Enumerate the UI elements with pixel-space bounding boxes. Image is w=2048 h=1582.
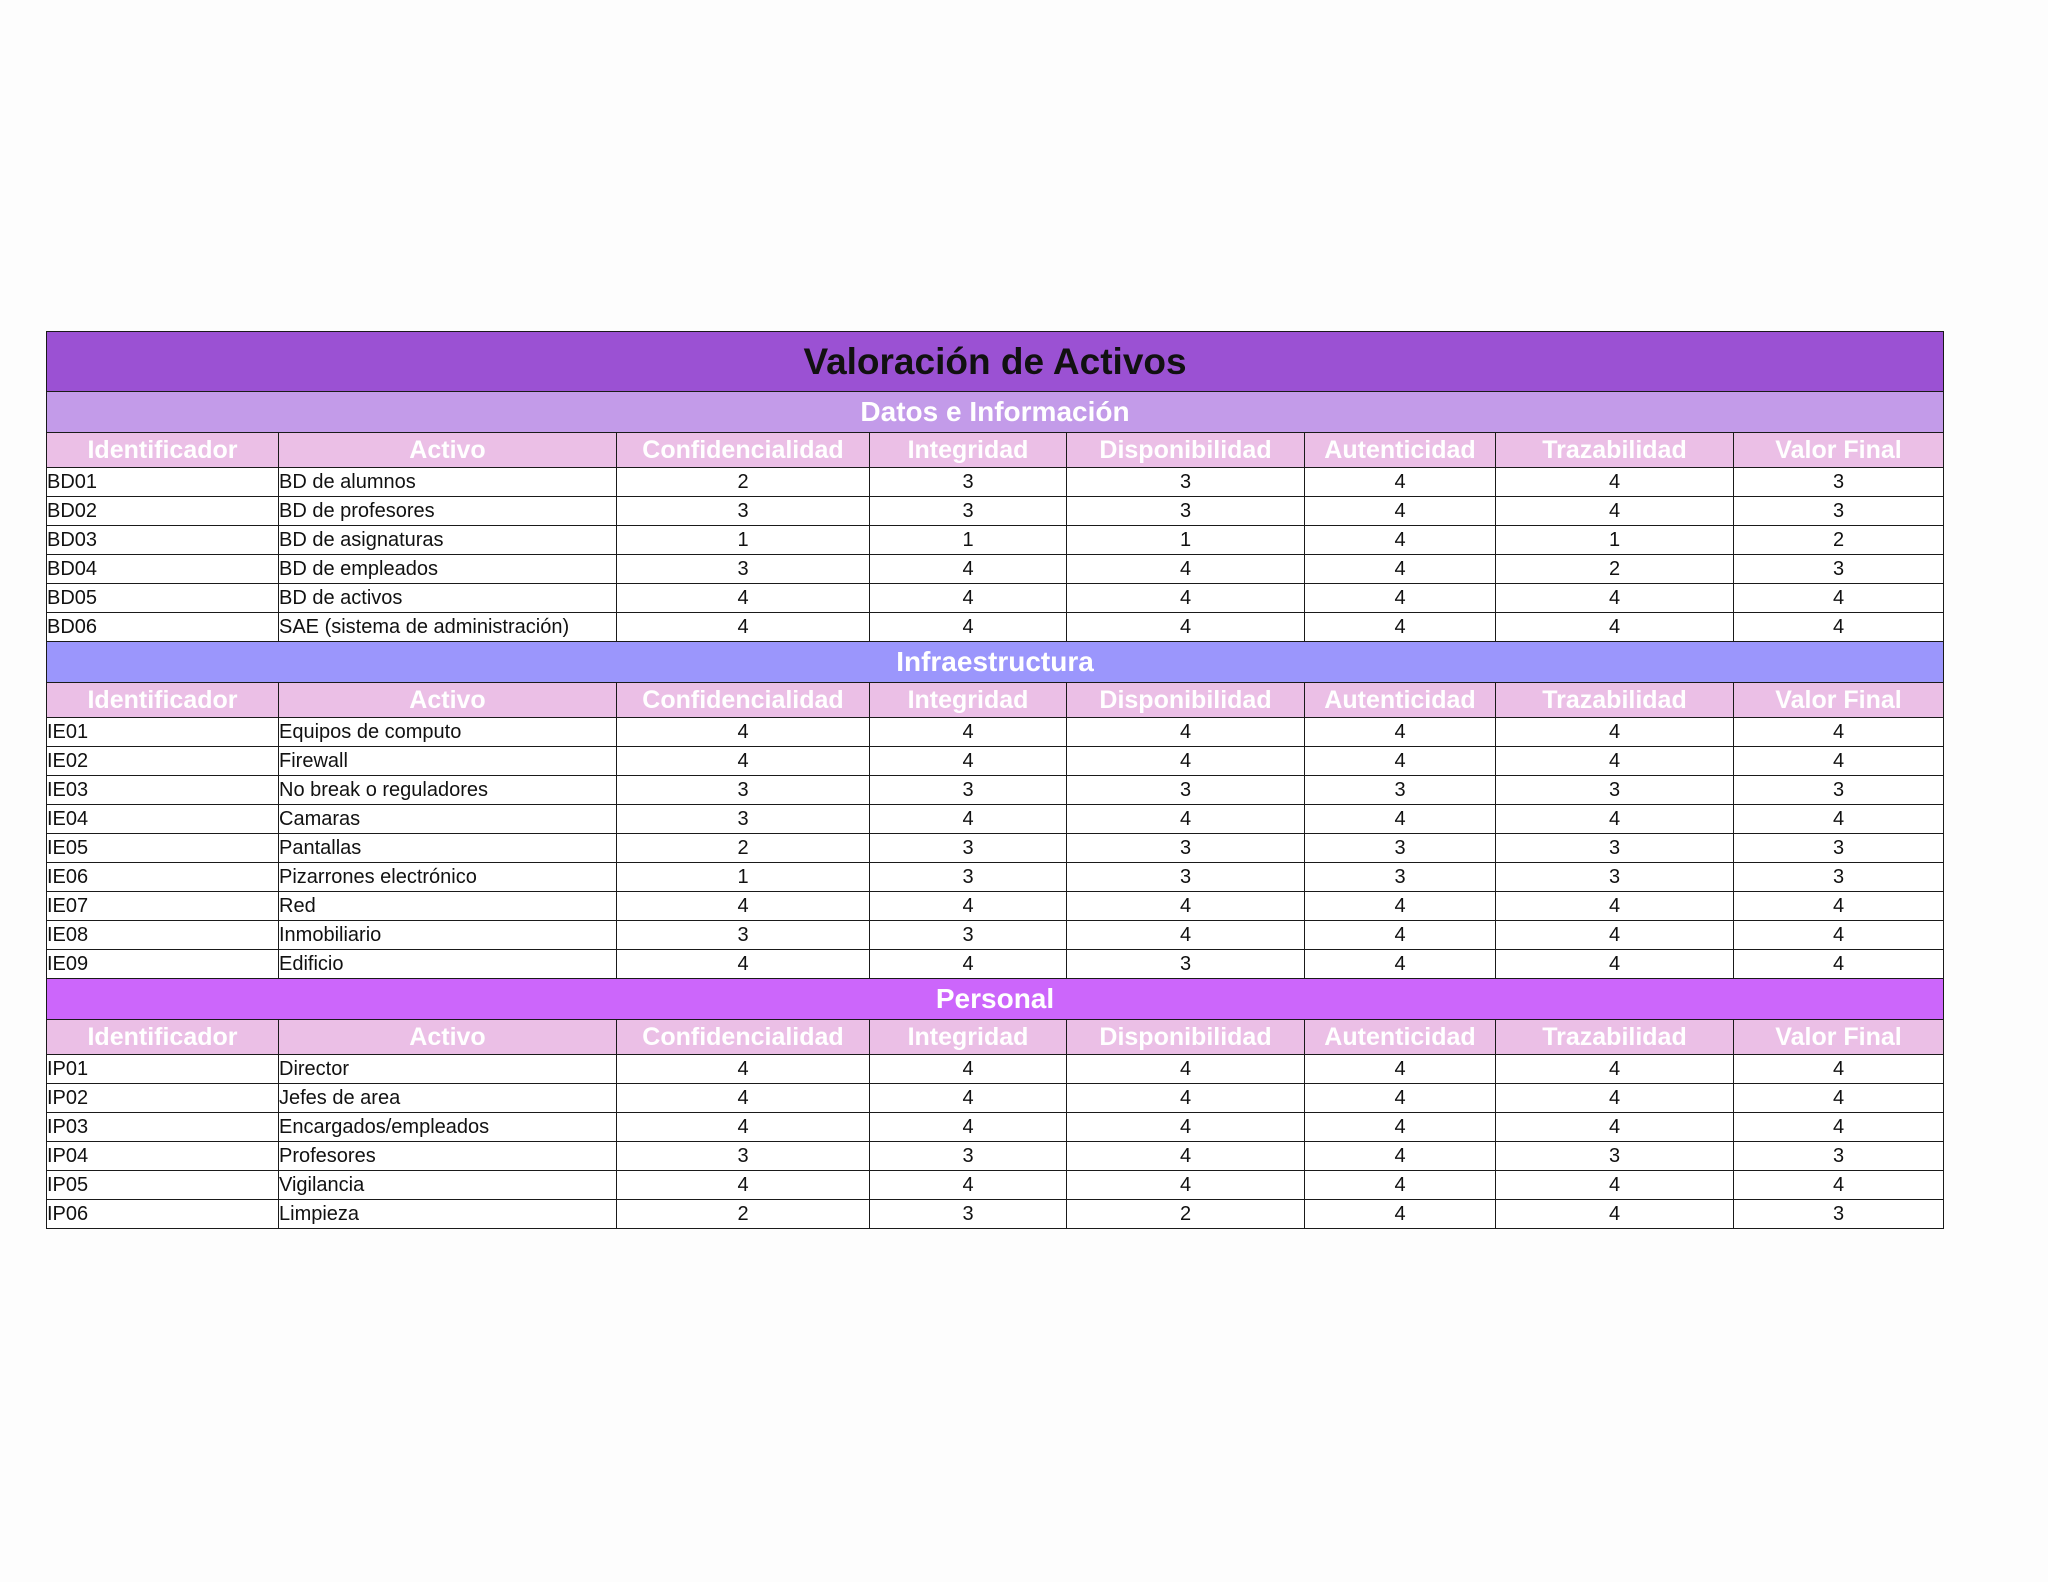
- score-cell: 4: [1496, 1084, 1734, 1113]
- column-header: Confidencialidad: [617, 683, 870, 718]
- score-cell: 4: [1067, 1142, 1305, 1171]
- score-cell: 4: [870, 747, 1067, 776]
- score-cell: 3: [870, 468, 1067, 497]
- table-row: [47, 613, 1944, 642]
- score-cell: 4: [617, 950, 870, 979]
- asset-id-cell: IE05: [47, 834, 279, 863]
- asset-id-cell: BD01: [47, 468, 279, 497]
- score-cell: 4: [1067, 555, 1305, 584]
- score-cell: 4: [1067, 1084, 1305, 1113]
- score-cell: 4: [617, 892, 870, 921]
- score-cell: 2: [617, 1200, 870, 1229]
- score-cell: 3: [1734, 834, 1944, 863]
- score-cell: 4: [1734, 805, 1944, 834]
- asset-name-cell: BD de empleados: [279, 555, 617, 584]
- section-title: Infraestructura: [47, 642, 1944, 683]
- score-cell: 1: [617, 863, 870, 892]
- score-cell: 4: [1305, 1084, 1496, 1113]
- table-row: [47, 526, 1944, 555]
- score-cell: 1: [1067, 526, 1305, 555]
- score-cell: 4: [617, 1084, 870, 1113]
- asset-name-cell: Director: [279, 1055, 617, 1084]
- asset-name-cell: Vigilancia: [279, 1171, 617, 1200]
- table-row: [47, 834, 1944, 863]
- table-row: [47, 584, 1944, 613]
- score-cell: 3: [870, 1200, 1067, 1229]
- table-row: [47, 1200, 1944, 1229]
- table-row: [47, 805, 1944, 834]
- column-header: Autenticidad: [1305, 1020, 1496, 1055]
- score-cell: 4: [870, 718, 1067, 747]
- table-row: [47, 718, 1944, 747]
- score-cell: 4: [1067, 892, 1305, 921]
- score-cell: 3: [1734, 1142, 1944, 1171]
- table-row: [47, 1113, 1944, 1142]
- score-cell: 4: [617, 1171, 870, 1200]
- asset-name-cell: Equipos de computo: [279, 718, 617, 747]
- column-header: Trazabilidad: [1496, 1020, 1734, 1055]
- score-cell: 4: [1067, 584, 1305, 613]
- asset-id-cell: IP02: [47, 1084, 279, 1113]
- table-row: [47, 950, 1944, 979]
- table-row: [47, 555, 1944, 584]
- score-cell: 4: [1734, 718, 1944, 747]
- asset-id-cell: BD02: [47, 497, 279, 526]
- asset-id-cell: IE08: [47, 921, 279, 950]
- score-cell: 4: [617, 613, 870, 642]
- asset-name-cell: Profesores: [279, 1142, 617, 1171]
- score-cell: 3: [617, 805, 870, 834]
- score-cell: 4: [1496, 584, 1734, 613]
- score-cell: 3: [1067, 776, 1305, 805]
- score-cell: 3: [1067, 950, 1305, 979]
- score-cell: 4: [1734, 1171, 1944, 1200]
- score-cell: 4: [1496, 805, 1734, 834]
- score-cell: 3: [870, 497, 1067, 526]
- score-cell: 4: [1734, 613, 1944, 642]
- score-cell: 4: [1067, 1055, 1305, 1084]
- score-cell: 4: [870, 555, 1067, 584]
- column-header: Autenticidad: [1305, 683, 1496, 718]
- asset-name-cell: Encargados/empleados: [279, 1113, 617, 1142]
- asset-id-cell: IE07: [47, 892, 279, 921]
- score-cell: 4: [1305, 497, 1496, 526]
- column-header: Autenticidad: [1305, 433, 1496, 468]
- score-cell: 4: [1305, 468, 1496, 497]
- score-cell: 4: [1305, 584, 1496, 613]
- score-cell: 4: [1734, 1113, 1944, 1142]
- asset-name-cell: SAE (sistema de administración): [279, 613, 617, 642]
- section-row: [47, 642, 1944, 683]
- score-cell: 4: [1496, 747, 1734, 776]
- asset-valuation-table: [46, 331, 1944, 1229]
- score-cell: 4: [1067, 1113, 1305, 1142]
- score-cell: 4: [1496, 950, 1734, 979]
- table-row: [47, 1142, 1944, 1171]
- score-cell: 3: [870, 776, 1067, 805]
- column-header: Disponibilidad: [1067, 1020, 1305, 1055]
- score-cell: 4: [870, 1171, 1067, 1200]
- score-cell: 4: [1734, 584, 1944, 613]
- score-cell: 3: [617, 1142, 870, 1171]
- score-cell: 4: [1305, 1142, 1496, 1171]
- score-cell: 4: [870, 613, 1067, 642]
- score-cell: 4: [1734, 921, 1944, 950]
- score-cell: 4: [870, 1084, 1067, 1113]
- table-row: [47, 1055, 1944, 1084]
- table-row: [47, 468, 1944, 497]
- score-cell: 3: [1496, 834, 1734, 863]
- section-row: [47, 392, 1944, 433]
- score-cell: 3: [1734, 555, 1944, 584]
- score-cell: 3: [1067, 468, 1305, 497]
- score-cell: 3: [617, 555, 870, 584]
- score-cell: 4: [1496, 1113, 1734, 1142]
- score-cell: 4: [870, 892, 1067, 921]
- column-header: Valor Final: [1734, 1020, 1944, 1055]
- column-header: Valor Final: [1734, 433, 1944, 468]
- asset-name-cell: Camaras: [279, 805, 617, 834]
- score-cell: 4: [617, 1113, 870, 1142]
- asset-id-cell: IE01: [47, 718, 279, 747]
- table-row: [47, 776, 1944, 805]
- score-cell: 4: [617, 718, 870, 747]
- column-header: Valor Final: [1734, 683, 1944, 718]
- asset-name-cell: BD de profesores: [279, 497, 617, 526]
- score-cell: 3: [1496, 1142, 1734, 1171]
- asset-name-cell: Edificio: [279, 950, 617, 979]
- score-cell: 1: [1496, 526, 1734, 555]
- score-cell: 3: [1734, 497, 1944, 526]
- column-header: Confidencialidad: [617, 1020, 870, 1055]
- score-cell: 4: [1734, 1084, 1944, 1113]
- score-cell: 4: [1305, 613, 1496, 642]
- section-title: Personal: [47, 979, 1944, 1020]
- score-cell: 4: [1067, 1171, 1305, 1200]
- score-cell: 3: [870, 1142, 1067, 1171]
- score-cell: 3: [1305, 776, 1496, 805]
- score-cell: 4: [1305, 555, 1496, 584]
- table-row: [47, 1171, 1944, 1200]
- score-cell: 3: [1067, 863, 1305, 892]
- asset-name-cell: BD de activos: [279, 584, 617, 613]
- score-cell: 2: [1496, 555, 1734, 584]
- score-cell: 4: [617, 747, 870, 776]
- score-cell: 4: [1734, 892, 1944, 921]
- column-header: Activo: [279, 1020, 617, 1055]
- column-header: Integridad: [870, 683, 1067, 718]
- asset-name-cell: BD de asignaturas: [279, 526, 617, 555]
- score-cell: 4: [1496, 1055, 1734, 1084]
- score-cell: 4: [1305, 1200, 1496, 1229]
- asset-id-cell: IP05: [47, 1171, 279, 1200]
- score-cell: 4: [1734, 950, 1944, 979]
- score-cell: 4: [870, 584, 1067, 613]
- score-cell: 4: [870, 805, 1067, 834]
- column-header: Integridad: [870, 1020, 1067, 1055]
- asset-id-cell: IP01: [47, 1055, 279, 1084]
- score-cell: 4: [1305, 892, 1496, 921]
- asset-id-cell: IP04: [47, 1142, 279, 1171]
- table-row: [47, 863, 1944, 892]
- score-cell: 3: [1305, 834, 1496, 863]
- score-cell: 3: [1734, 776, 1944, 805]
- asset-id-cell: BD05: [47, 584, 279, 613]
- asset-id-cell: IE02: [47, 747, 279, 776]
- score-cell: 3: [617, 921, 870, 950]
- score-cell: 4: [1067, 613, 1305, 642]
- asset-name-cell: BD de alumnos: [279, 468, 617, 497]
- section-title: Datos e Información: [47, 392, 1944, 433]
- asset-name-cell: Jefes de area: [279, 1084, 617, 1113]
- column-header: Identificador: [47, 683, 279, 718]
- score-cell: 4: [1305, 718, 1496, 747]
- score-cell: 4: [1496, 1200, 1734, 1229]
- score-cell: 4: [1067, 805, 1305, 834]
- asset-name-cell: Pizarrones electrónico: [279, 863, 617, 892]
- score-cell: 3: [870, 863, 1067, 892]
- score-cell: 4: [1305, 1055, 1496, 1084]
- column-header: Trazabilidad: [1496, 433, 1734, 468]
- score-cell: 4: [1067, 718, 1305, 747]
- column-header: Disponibilidad: [1067, 433, 1305, 468]
- score-cell: 4: [617, 1055, 870, 1084]
- score-cell: 4: [1305, 1171, 1496, 1200]
- asset-id-cell: IE09: [47, 950, 279, 979]
- score-cell: 2: [1734, 526, 1944, 555]
- table-row: [47, 747, 1944, 776]
- column-header: Integridad: [870, 433, 1067, 468]
- asset-name-cell: Limpieza: [279, 1200, 617, 1229]
- score-cell: 3: [617, 776, 870, 805]
- score-cell: 4: [1305, 950, 1496, 979]
- column-header-row: [47, 683, 1944, 718]
- table-row: [47, 1084, 1944, 1113]
- score-cell: 3: [1305, 863, 1496, 892]
- asset-id-cell: BD04: [47, 555, 279, 584]
- score-cell: 4: [1305, 805, 1496, 834]
- asset-name-cell: Red: [279, 892, 617, 921]
- asset-name-cell: Inmobiliario: [279, 921, 617, 950]
- score-cell: 3: [1734, 863, 1944, 892]
- score-cell: 4: [1496, 468, 1734, 497]
- score-cell: 3: [1496, 776, 1734, 805]
- score-cell: 4: [1305, 1113, 1496, 1142]
- score-cell: 4: [1734, 1055, 1944, 1084]
- section-row: [47, 979, 1944, 1020]
- score-cell: 4: [1496, 1171, 1734, 1200]
- asset-id-cell: IP03: [47, 1113, 279, 1142]
- score-cell: 4: [1496, 921, 1734, 950]
- asset-id-cell: BD03: [47, 526, 279, 555]
- score-cell: 3: [1067, 497, 1305, 526]
- column-header: Disponibilidad: [1067, 683, 1305, 718]
- score-cell: 4: [1496, 613, 1734, 642]
- score-cell: 3: [617, 497, 870, 526]
- asset-name-cell: Pantallas: [279, 834, 617, 863]
- table-row: [47, 892, 1944, 921]
- asset-id-cell: IE06: [47, 863, 279, 892]
- title-row: [47, 332, 1944, 392]
- score-cell: 2: [617, 834, 870, 863]
- table-row: [47, 497, 1944, 526]
- score-cell: 2: [617, 468, 870, 497]
- sheet-title: Valoración de Activos: [47, 332, 1944, 392]
- asset-name-cell: Firewall: [279, 747, 617, 776]
- score-cell: 4: [1305, 921, 1496, 950]
- score-cell: 4: [617, 584, 870, 613]
- score-cell: 4: [1496, 892, 1734, 921]
- score-cell: 4: [1305, 747, 1496, 776]
- column-header: Activo: [279, 683, 617, 718]
- score-cell: 1: [617, 526, 870, 555]
- asset-id-cell: IE03: [47, 776, 279, 805]
- score-cell: 3: [1496, 863, 1734, 892]
- score-cell: 3: [1734, 1200, 1944, 1229]
- column-header: Identificador: [47, 1020, 279, 1055]
- score-cell: 2: [1067, 1200, 1305, 1229]
- score-cell: 1: [870, 526, 1067, 555]
- column-header: Trazabilidad: [1496, 683, 1734, 718]
- column-header-row: [47, 433, 1944, 468]
- score-cell: 3: [870, 921, 1067, 950]
- column-header-row: [47, 1020, 1944, 1055]
- score-cell: 4: [1734, 747, 1944, 776]
- table-row: [47, 921, 1944, 950]
- asset-id-cell: IP06: [47, 1200, 279, 1229]
- column-header: Identificador: [47, 433, 279, 468]
- score-cell: 3: [1067, 834, 1305, 863]
- score-cell: 4: [1496, 497, 1734, 526]
- asset-id-cell: BD06: [47, 613, 279, 642]
- score-cell: 4: [870, 1055, 1067, 1084]
- asset-id-cell: IE04: [47, 805, 279, 834]
- column-header: Confidencialidad: [617, 433, 870, 468]
- score-cell: 4: [1067, 921, 1305, 950]
- score-cell: 3: [870, 834, 1067, 863]
- column-header: Activo: [279, 433, 617, 468]
- score-cell: 3: [1734, 468, 1944, 497]
- score-cell: 4: [1067, 747, 1305, 776]
- score-cell: 4: [870, 1113, 1067, 1142]
- score-cell: 4: [870, 950, 1067, 979]
- asset-name-cell: No break o reguladores: [279, 776, 617, 805]
- score-cell: 4: [1496, 718, 1734, 747]
- score-cell: 4: [1305, 526, 1496, 555]
